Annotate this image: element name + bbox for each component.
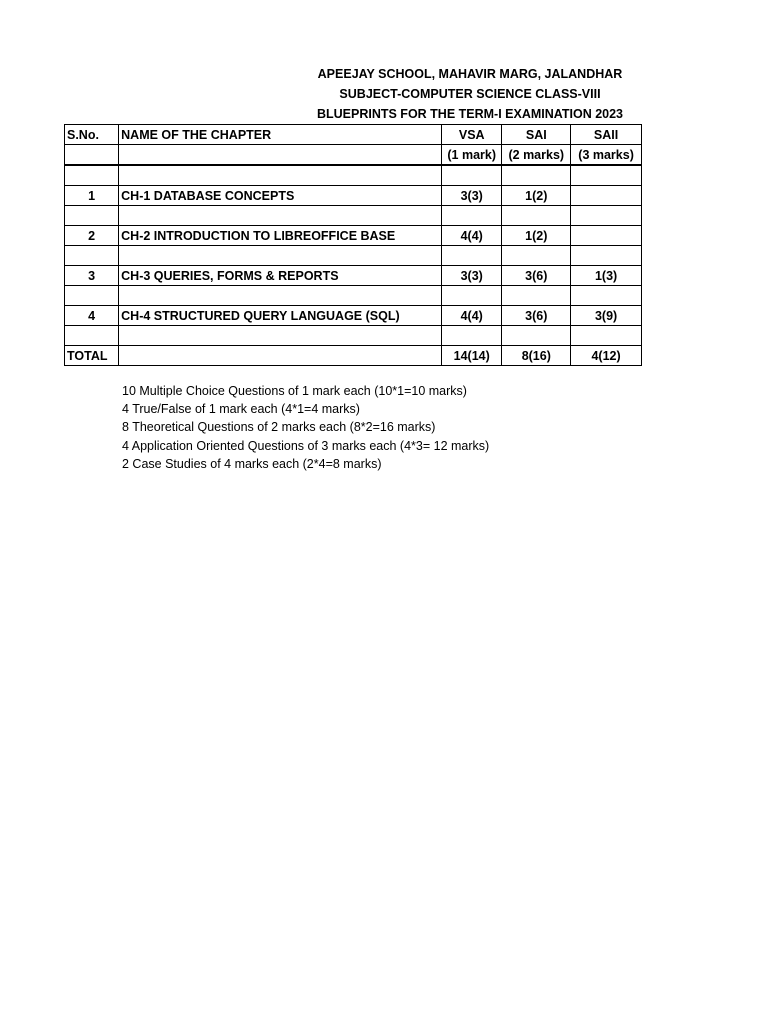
row-sai: 3(6) bbox=[502, 266, 571, 286]
row-sai: 3(6) bbox=[502, 306, 571, 326]
row-saii: 3(9) bbox=[571, 306, 642, 326]
marks-breakdown-notes bbox=[122, 382, 489, 473]
row-chapter: CH-1 DATABASE CONCEPTS bbox=[119, 186, 442, 206]
row-chapter: CH-4 STRUCTURED QUERY LANGUAGE (SQL) bbox=[119, 306, 442, 326]
total-sai: 8(16) bbox=[502, 346, 571, 366]
row-sno: 3 bbox=[65, 266, 119, 286]
empty-cell bbox=[119, 145, 442, 166]
empty-cell bbox=[119, 346, 442, 366]
spacer-row bbox=[65, 165, 642, 186]
spacer-row bbox=[65, 206, 642, 226]
total-label: TOTAL bbox=[65, 346, 119, 366]
row-sai: 1(2) bbox=[502, 226, 571, 246]
table-row bbox=[65, 306, 642, 326]
table-row bbox=[65, 186, 642, 206]
column-header-vsa: VSA bbox=[442, 125, 502, 145]
row-vsa: 4(4) bbox=[442, 226, 502, 246]
column-header-sno: S.No. bbox=[65, 125, 119, 145]
blueprint-table bbox=[64, 124, 642, 366]
total-row bbox=[65, 346, 642, 366]
note-line: 8 Theoretical Questions of 2 marks each (8*2=16 marks) bbox=[122, 420, 436, 435]
total-vsa: 14(14) bbox=[442, 346, 502, 366]
marks-sai: (2 marks) bbox=[502, 145, 571, 166]
note-line: 4 Application Oriented Questions of 3 marks each (4*3= 12 marks) bbox=[122, 438, 490, 453]
marks-saii: (3 marks) bbox=[571, 145, 642, 166]
row-saii: 1(3) bbox=[571, 266, 642, 286]
school-name: APEEJAY SCHOOL, MAHAVIR MARG, JALANDHAR bbox=[317, 67, 623, 81]
row-sno: 1 bbox=[65, 186, 119, 206]
table-header-row bbox=[65, 125, 642, 145]
subject-line: SUBJECT-COMPUTER SCIENCE CLASS-VIII bbox=[339, 87, 601, 101]
document-title: BLUEPRINTS FOR THE TERM-I EXAMINATION 2023 bbox=[316, 107, 624, 121]
spacer-row bbox=[65, 326, 642, 346]
column-header-sai: SAI bbox=[502, 125, 571, 145]
note-line: 4 True/False of 1 mark each (4*1=4 marks) bbox=[122, 402, 360, 417]
column-header-saii: SAII bbox=[571, 125, 642, 145]
total-saii: 4(12) bbox=[571, 346, 642, 366]
table-row bbox=[65, 226, 642, 246]
table-marks-row bbox=[65, 145, 642, 166]
row-sno: 4 bbox=[65, 306, 119, 326]
note-line: 10 Multiple Choice Questions of 1 mark each (10*1=10 marks) bbox=[122, 384, 467, 398]
row-sno: 2 bbox=[65, 226, 119, 246]
row-sai: 1(2) bbox=[502, 186, 571, 206]
row-chapter: CH-2 INTRODUCTION TO LIBREOFFICE BASE bbox=[119, 226, 442, 246]
row-vsa: 3(3) bbox=[442, 266, 502, 286]
row-vsa: 3(3) bbox=[442, 186, 502, 206]
row-saii bbox=[571, 186, 642, 206]
empty-cell bbox=[65, 145, 119, 166]
row-chapter: CH-3 QUERIES, FORMS & REPORTS bbox=[119, 266, 442, 286]
note-line: 2 Case Studies of 4 marks each (2*4=8 marks) bbox=[122, 456, 382, 471]
spacer-row bbox=[65, 286, 642, 306]
row-vsa: 4(4) bbox=[442, 306, 502, 326]
table-row bbox=[65, 266, 642, 286]
spacer-row bbox=[65, 246, 642, 266]
column-header-chapter: NAME OF THE CHAPTER bbox=[119, 125, 442, 145]
marks-vsa: (1 mark) bbox=[442, 145, 502, 166]
row-saii bbox=[571, 226, 642, 246]
